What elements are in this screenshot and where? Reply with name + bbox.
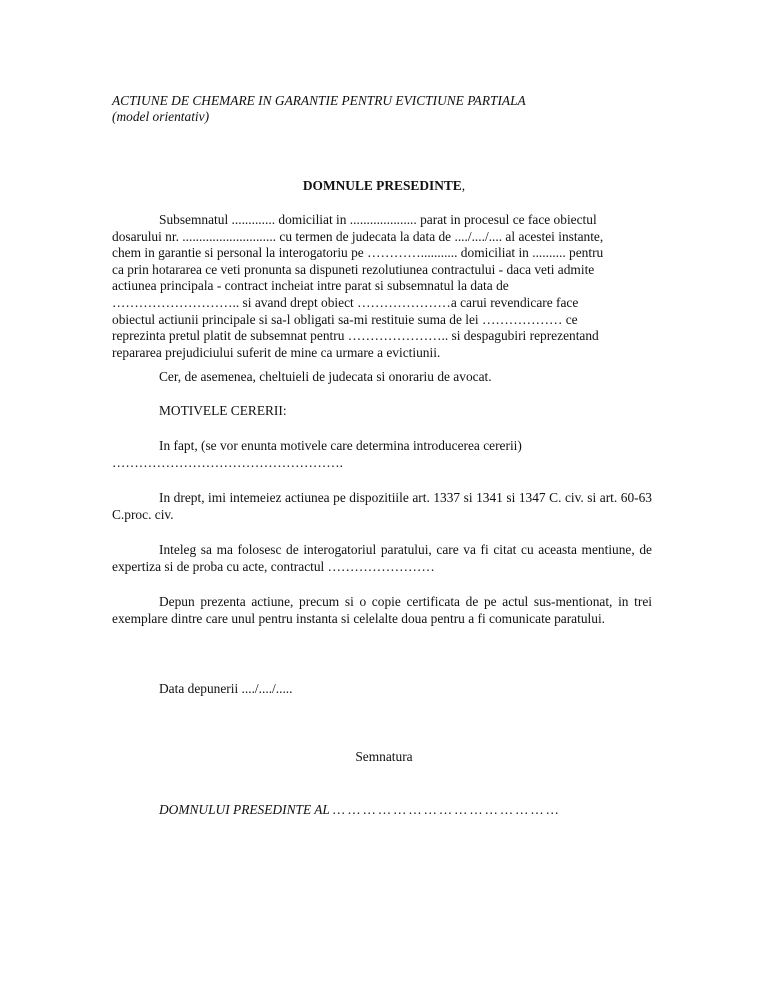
intro-line: actiunea principala - contract incheiat intre parat si subsemnatul la data de [112,278,509,294]
evidence-paragraph: Inteleg sa ma folosesc de interogatoriul paratului, care va fi citat cu aceasta mentiune, de expertiza si de proba cu acte, contractul …………………… [112,542,652,574]
intro-line: reprezinta pretul platit de subsemnat pentru ………………….. si despagubiri reprezentand [112,328,599,344]
intro-line: ca prin hotararea ce veti pronunta sa dispuneti rezolutiunea contractului - daca veti admite [112,261,595,277]
law-paragraph: In drept, imi intemeiez actiunea pe dispozitiile art. 1337 si 1341 si 1347 C. civ. si art. 60-63 C.proc. civ. [112,490,652,522]
signature-label: Semnatura [355,749,413,764]
facts-line: In fapt, (se vor enunta motivele care determina introducerea cererii) [159,438,522,453]
filing-paragraph: Depun prezenta actiune, precum si o copie certificata de pe actul sus-mentionat, in trei exemplare dintre care unul pentru instanta si celelalte doua pentru a fi comunicate paratului. [112,594,652,626]
facts-dots: ……………………………………………. [112,455,343,470]
filing-date: Data depunerii ..../..../..... [159,681,293,696]
intro-line: ……………………….. si avand drept obiect …………………a carui revendicare face [112,294,579,310]
salutation-comma: , [461,178,466,193]
document-title: ACTIUNE DE CHEMARE IN GARANTIE PENTRU EVICTIUNE PARTIALA [112,93,526,108]
salutation [0,178,768,195]
document-subtitle: (model orientativ) [112,109,210,124]
costs-paragraph: Cer, de asemenea, cheltuieli de judecata si onorariu de avocat. [159,369,492,384]
intro-line: obiectul actiunii principale si sa-l obligati sa-mi restituie suma de lei ……………… ce [112,311,578,327]
intro-line: repararea prejudiciului suferit de mine ca urmare a evictiunii. [112,344,441,360]
reasons-heading: MOTIVELE CERERII: [159,403,287,418]
intro-line: chem in garantie si personal la interogatoriu pe …………........... domiciliat in .......... pentru [112,245,604,261]
intro-line: Subsemnatul ............. domiciliat in .................... parat in procesul ce face obiectul [159,212,597,227]
intro-paragraph [112,212,652,361]
salutation-text: DOMNULE PRESEDINTE [302,178,462,193]
addressee-line: DOMNULUI PRESEDINTE AL … … … … … … … … … … … … … … … [159,802,559,817]
intro-line: dosarului nr. ............................ cu termen de judecata la data de ..../..../.... al acestei instante, [112,228,604,244]
